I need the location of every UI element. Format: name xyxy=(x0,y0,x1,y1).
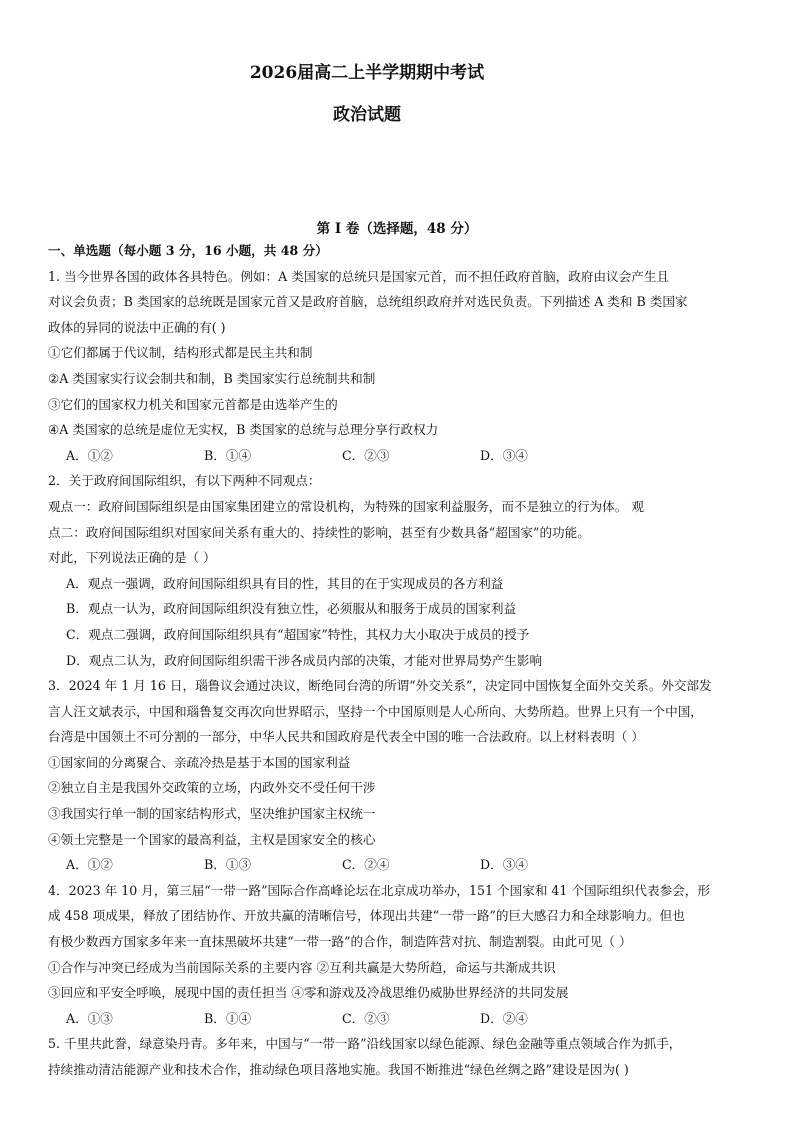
answer-options xyxy=(48,852,760,878)
option-b: B．①④ xyxy=(204,1010,252,1026)
question-stem-line: 4．2023 年 10 月，第三届“一带一路”国际合作高峰论坛在北京成功举办，151 个国家和 41 个国际组织代表参会，形 xyxy=(48,882,710,898)
answer-options xyxy=(48,443,760,469)
option-a: A．①② xyxy=(66,447,113,463)
part-heading: 一、单选题（每小题 3 分，16 小题，共 48 分） xyxy=(48,243,328,258)
option-a: A．观点一强调，政府间国际组织具有目的性，其目的在于实现成员的各方利益 xyxy=(66,575,504,591)
option-d: D．③④ xyxy=(480,857,528,873)
option-c: C．②③ xyxy=(342,447,390,463)
question-stem-line: 2．关于政府间国际组织，有以下两种不同观点： xyxy=(48,473,321,489)
question-3 xyxy=(48,673,760,878)
exam-title: 2026届高二上半学期期中考试 xyxy=(249,63,485,83)
question-5 xyxy=(48,1031,760,1082)
statement: ③它们的国家权力机关和国家元首都是由选举产生的 xyxy=(48,396,338,412)
option-d: D．②④ xyxy=(480,1010,528,1026)
question-stem-line: 1. 当今世界各国的政体各具特色。例如：A 类国家的总统只是国家元首，而不担任政府首脑，政府由议会产生且 xyxy=(48,268,670,284)
subject-title: 政治试题 xyxy=(333,105,401,125)
option-c: C．②③ xyxy=(342,1010,390,1026)
section-title: 第 I 卷（选择题，48 分） xyxy=(316,221,478,237)
option-a: A．①② xyxy=(66,857,113,873)
option-b: B．①③ xyxy=(204,857,252,873)
statement: ④A 类国家的总统是虚位无实权，B 类国家的总统与总理分享行政权力 xyxy=(48,422,439,438)
question-stem-line: 3．2024 年 1 月 16 日，瑙鲁议会通过决议，断绝同台湾的所谓“外交关系”，决定同中国恢复全面外交关系。外交部发 xyxy=(48,678,712,694)
question-stem-line: 持续推动清洁能源产业和技术合作，推动绿色项目落地实施。我国不断推进“绿色丝绸之路”建设是因为( ) xyxy=(48,1062,629,1077)
question-stem-line: 言人汪文斌表示，中国和瑙鲁复交再次向世界昭示，坚持一个中国原则是人心所向、大势所趋。世界上只有一个中国， xyxy=(48,703,703,719)
option-d: D．观点二认为，政府间国际组织需干涉各成员内部的决策，才能对世界局势产生影响 xyxy=(66,652,543,668)
option-d: D．③④ xyxy=(480,447,528,463)
question-1 xyxy=(48,264,760,469)
statement: ②独立自主是我国外交政策的立场，内政外交不受任何干涉 xyxy=(48,780,376,796)
statement: ①它们都属于代议制，结构形式都是民主共和制 xyxy=(48,345,313,361)
statement: ③回应和平安全呼唤，展现中国的责任担当 ④零和游戏及冷战思维仍威胁世界经济的共同发展 xyxy=(48,985,569,1001)
question-stem-line: 对此，下列说法正确的是（ ） xyxy=(48,550,216,566)
option-b: B．观点一认为，政府间国际组织没有独立性，必须服从和服务于成员的国家利益 xyxy=(66,601,517,617)
question-stem-line: 政体的异同的说法中正确的有( ) xyxy=(48,319,226,335)
option-c: C．观点二强调，政府间国际组织具有“超国家”特性，其权力大小取决于成员的授予 xyxy=(66,626,530,642)
question-stem-line: 对议会负责；B 类国家的总统既是国家元首又是政府首脑，总统组织政府并对选民负责。下列描述 A 类和 B 类国家 xyxy=(48,294,688,310)
question-stem-line: 5. 千里共此誊，绿意染丹青。多年来，中国与“一带一路”沿线国家以绿色能源、绿色金融等重点领域合作为抓手， xyxy=(48,1036,682,1052)
answer-options xyxy=(48,1006,760,1032)
question-content xyxy=(48,238,760,1083)
question-stem-line: 有极少数西方国家多年来一直抹黑破坏共建“一带一路”的合作，制造阵营对抗、制造割裂。由此可见（ ） xyxy=(48,934,632,950)
statement: ④领土完整是一个国家的最高利益，主权是国家安全的核心 xyxy=(48,831,376,847)
option-c: C．②④ xyxy=(342,857,390,873)
statement: ①国家间的分离聚合、亲疏冷热是基于本国的国家利益 xyxy=(48,754,351,770)
question-stem-line: 点二：政府间国际组织对国家间关系有重大的、持续性的影响，甚至有少数具备“超国家”的功能。 xyxy=(48,524,590,540)
statement: ③我国实行单一制的国家结构形式，坚决维护国家主权统一 xyxy=(48,806,376,822)
statement: ①合作与冲突已经成为当前国际关系的主要内容 ②互利共赢是大势所趋，命运与共渐成共识 xyxy=(48,959,556,975)
option-a: A．①③ xyxy=(66,1010,113,1026)
statement: ②A 类国家实行议会制共和制，B 类国家实行总统制共和制 xyxy=(48,370,376,386)
question-4 xyxy=(48,878,760,1032)
question-stem-line: 成 458 项成果，释放了团结协作、开放共赢的清晰信号，体现出共建“一带一路”的巨大感召力和全球影响力。但也 xyxy=(48,908,685,924)
question-stem-line: 观点一：政府间国际组织是由国家集团建立的常设机构，为特殊的国家利益服务，而不是独立的行为体。 观 xyxy=(48,498,644,514)
question-2 xyxy=(48,468,760,673)
question-stem-line: 台湾是中国领土不可分割的一部分，中华人民共和国政府是代表全中国的唯一合法政府。以上材料表明（ ） xyxy=(48,729,644,745)
option-b: B．①④ xyxy=(204,447,252,463)
